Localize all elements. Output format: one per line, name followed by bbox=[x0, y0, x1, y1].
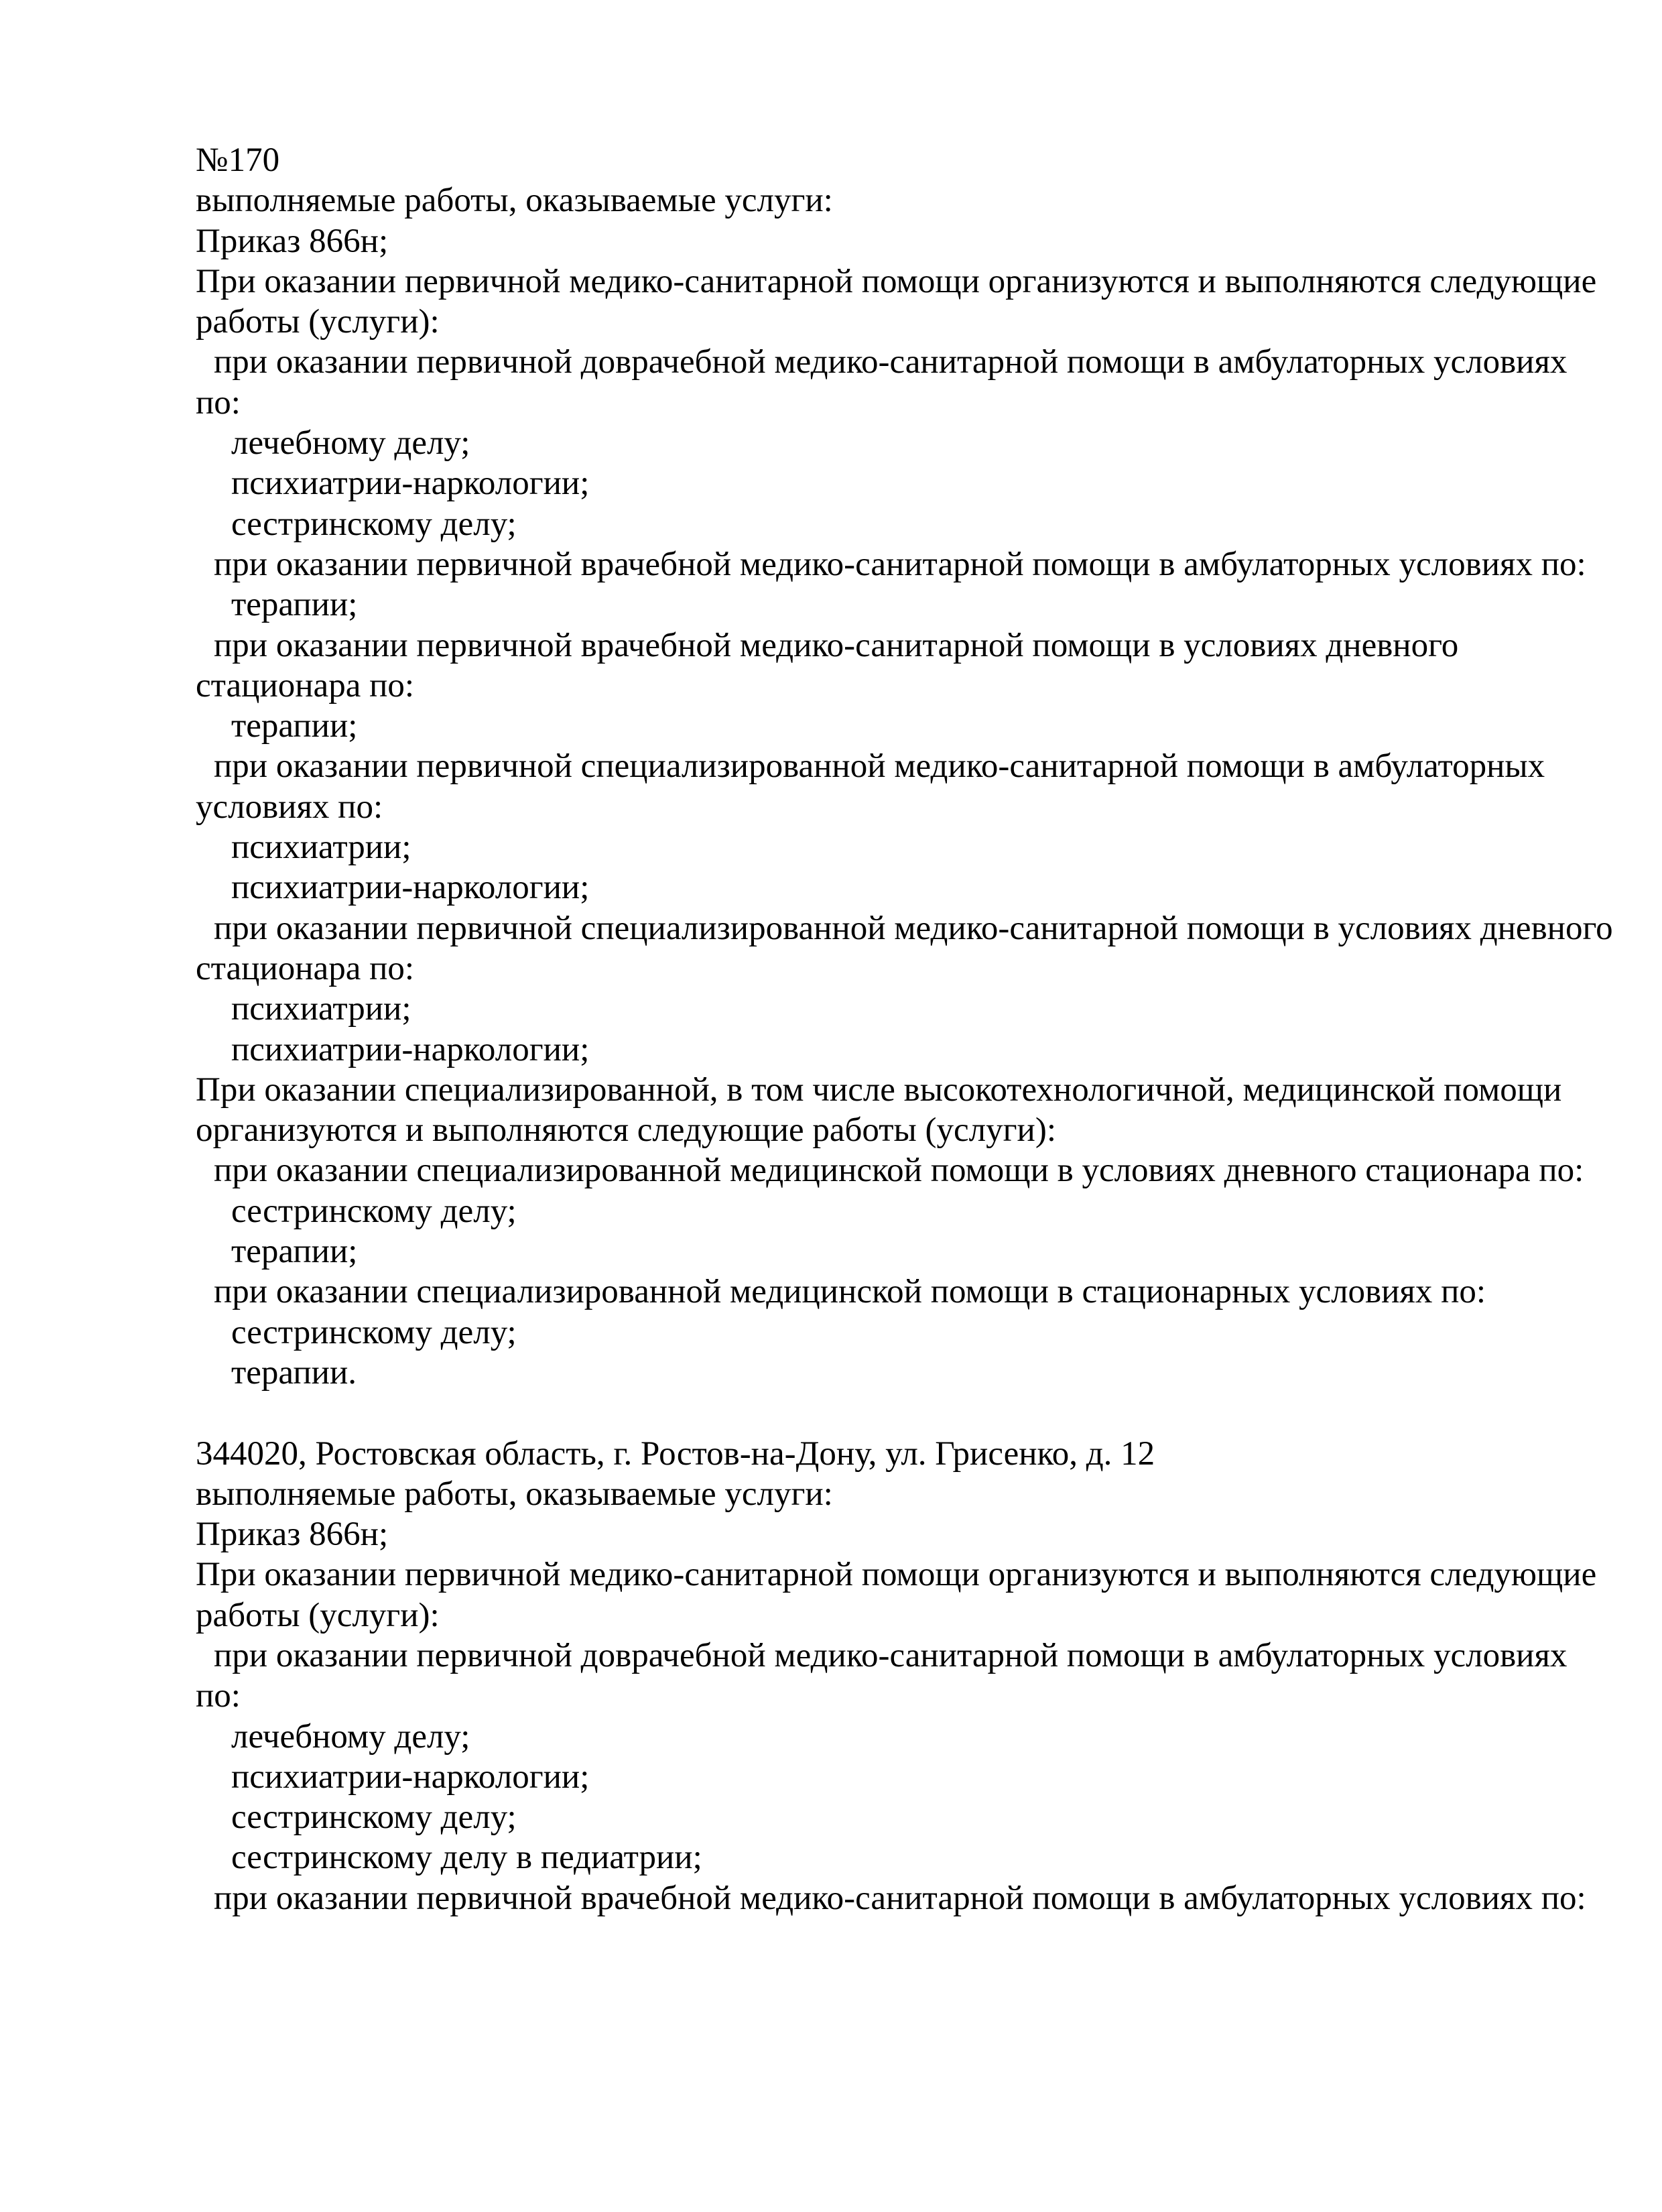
text-line: по: bbox=[196, 1677, 241, 1715]
text-line: при оказании первичной врачебной медико-санитарной помощи в амбулаторных условиях по: bbox=[214, 1879, 1586, 1917]
text-line: по: bbox=[196, 383, 241, 422]
text-line: психиатрии-наркологии; bbox=[231, 869, 590, 907]
text-line: №170 bbox=[196, 141, 280, 179]
text-line: при оказании первичной врачебной медико-санитарной помощи в амбулаторных условиях по: bbox=[214, 545, 1586, 583]
text-line: При оказании первичной медико-санитарной помощи организуются и выполняются следующие bbox=[196, 262, 1597, 300]
text-line: сестринскому делу; bbox=[231, 505, 517, 543]
text-line: психиатрии-наркологии; bbox=[231, 1758, 590, 1796]
text-line: стационара по: bbox=[196, 949, 415, 987]
text-line: при оказании специализированной медицинской помощи в условиях дневного стационара по: bbox=[214, 1152, 1584, 1190]
text-line: выполняемые работы, оказываемые услуги: bbox=[196, 1475, 833, 1513]
text-line: организуются и выполняются следующие работы (услуги): bbox=[196, 1111, 1056, 1150]
text-line: работы (услуги): bbox=[196, 303, 440, 341]
text-line: лечебному делу; bbox=[231, 1717, 470, 1756]
text-line: терапии. bbox=[231, 1353, 357, 1392]
text-line: 344020, Ростовская область, г. Ростов-на-Дону, ул. Грисенко, д. 12 bbox=[196, 1434, 1155, 1473]
text-line: психиатрии; bbox=[231, 828, 411, 867]
text-line: При оказании специализированной, в том числе высокотехнологичной, медицинской помощи bbox=[196, 1070, 1562, 1109]
text-line: При оказании первичной медико-санитарной помощи организуются и выполняются следующие bbox=[196, 1556, 1597, 1594]
text-line: условиях по: bbox=[196, 788, 383, 826]
text-line: сестринскому делу; bbox=[231, 1313, 517, 1351]
text-line: при оказании специализированной медицинской помощи в стационарных условиях по: bbox=[214, 1273, 1486, 1311]
text-line: при оказании первичной специализированной медико-санитарной помощи в условиях дневного bbox=[214, 909, 1613, 947]
text-line: психиатрии; bbox=[231, 990, 411, 1028]
text-line: психиатрии-наркологии; bbox=[231, 465, 590, 503]
text-line: психиатрии-наркологии; bbox=[231, 1030, 590, 1068]
text-line: терапии; bbox=[231, 586, 358, 624]
text-line: Приказ 866н; bbox=[196, 222, 389, 260]
text-line: терапии; bbox=[231, 1233, 358, 1271]
text-line: при оказании первичной доврачебной медико-санитарной помощи в амбулаторных условиях bbox=[214, 1636, 1568, 1674]
text-line: выполняемые работы, оказываемые услуги: bbox=[196, 182, 833, 220]
text-line: при оказании первичной врачебной медико-санитарной помощи в условиях дневного bbox=[214, 626, 1459, 664]
text-line: сестринскому делу; bbox=[231, 1192, 517, 1230]
text-line: сестринскому делу; bbox=[231, 1798, 517, 1837]
text-line: терапии; bbox=[231, 707, 358, 745]
text-line: лечебному делу; bbox=[231, 424, 470, 463]
text-block bbox=[196, 140, 1623, 1918]
text-line: сестринскому делу в педиатрии; bbox=[231, 1839, 702, 1877]
text-line: работы (услуги): bbox=[196, 1596, 440, 1634]
text-line: при оказании первичной доврачебной медико-санитарной помощи в амбулаторных условиях bbox=[214, 343, 1568, 381]
text-line: Приказ 866н; bbox=[196, 1516, 389, 1554]
text-line bbox=[196, 1393, 1623, 1433]
text-line: стационара по: bbox=[196, 666, 415, 704]
text-line: при оказании первичной специализированной медико-санитарной помощи в амбулаторных bbox=[214, 747, 1545, 786]
